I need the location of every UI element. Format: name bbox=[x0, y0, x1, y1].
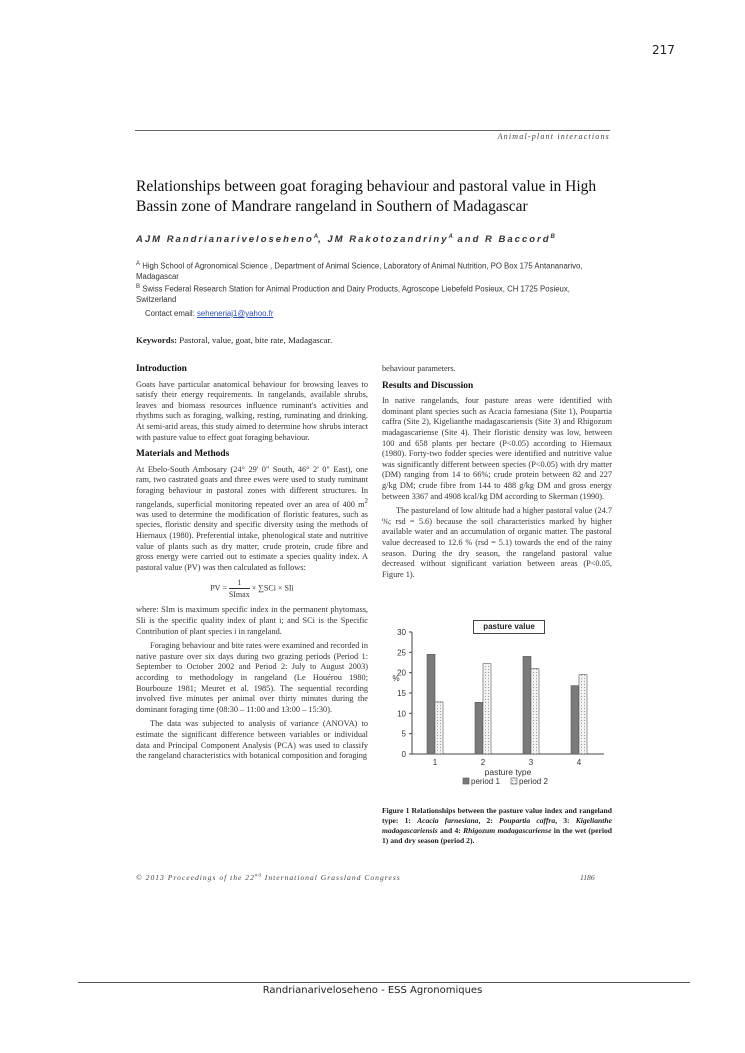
proceedings-page-number: 1186 bbox=[580, 873, 595, 882]
caption-species-2: Poupartia caffra bbox=[498, 816, 556, 825]
formula-lhs: PV = bbox=[210, 583, 229, 593]
x-tick-label: 4 bbox=[576, 758, 582, 767]
y-tick-label: 15 bbox=[397, 689, 406, 698]
author-sep: , bbox=[318, 234, 328, 246]
chart-svg bbox=[382, 617, 612, 805]
x-tick-label: 2 bbox=[480, 758, 486, 767]
methods-heading: Materials and Methods bbox=[136, 449, 230, 460]
caption-species-3: Kigelianthe madagascariensis bbox=[382, 816, 612, 835]
caption-sep: , 2: bbox=[478, 816, 499, 825]
y-tick-label: 0 bbox=[401, 750, 406, 759]
legend-swatch-period-2 bbox=[511, 778, 517, 784]
affiliation-a-label: A bbox=[136, 261, 141, 267]
affiliation-b-text: Swiss Federal Research Station for Animal Production and Dairy Products, Agroscope Liebefeld Posieux, CH 1725 Posieux, Switzerland bbox=[136, 284, 570, 305]
caption-tail: in the wet (period 1) and dry season (period 2). bbox=[382, 826, 613, 845]
bar-period-1-cat-3 bbox=[523, 656, 531, 754]
y-tick-label: 10 bbox=[397, 709, 406, 719]
footer-left-a: © 2013 Proceedings of the 22 bbox=[136, 873, 255, 882]
affiliation-a bbox=[136, 259, 606, 283]
author-1: AJM Randrianariveloseheno bbox=[136, 234, 314, 246]
bar-period-2-cat-1 bbox=[435, 702, 443, 754]
bottom-rule bbox=[78, 982, 690, 983]
figure-caption bbox=[382, 806, 612, 846]
x-tick-label: 1 bbox=[432, 758, 438, 767]
author-sep: and bbox=[452, 234, 486, 246]
chart-title: pasture value bbox=[473, 620, 545, 634]
methods-paragraph-2: where: SIm is maximum specific index in the permanent phytomass, SIi is the specific quality index of plant i; and SCi is the Specific Contribution of plant species i in rangeland. bbox=[136, 605, 368, 636]
y-tick-label: 30 bbox=[397, 628, 406, 637]
results-paragraph-2: The pastureland of low altitude had a higher pastoral value (24.7 %; rsd = 5.6) because the soil characteristics marked by higher available water and an accumulation of organic matter. The pastoral value decreased to 12.6 % (rsd = 5.1) towards the end of the rainy season. During the dry season, the rangeland pastoral value decreased without significant variation between areas (P<0.05, Figure 1). bbox=[382, 506, 612, 579]
caption-species-1: Acacia farnesiana bbox=[417, 816, 479, 825]
contact-email-link[interactable]: seheneriaj1@yahoo.fr bbox=[197, 309, 274, 318]
bar-period-2-cat-3 bbox=[531, 669, 539, 754]
methods-paragraph-4: The data was subjected to analysis of variance (ANOVA) to estimate the significant difference between variables or individual data and Principal Component Analysis (PCA) was used to classify the rangeland characteristics with botanical composition and foraging bbox=[136, 719, 368, 761]
keywords-text: Pastoral, value, goat, bite rate, Madagascar. bbox=[177, 335, 333, 345]
header-rule bbox=[135, 130, 610, 131]
bottom-footer: Randrianariveloseheno - ESS Agronomiques bbox=[262, 985, 483, 996]
bar-period-1-cat-1 bbox=[427, 654, 435, 754]
proceedings-footer bbox=[136, 873, 401, 882]
running-head: Animal-plant interactions bbox=[497, 132, 610, 141]
y-tick-label: 5 bbox=[401, 729, 406, 739]
x-axis-label: pasture type bbox=[484, 767, 532, 777]
methods-paragraph-1 bbox=[136, 465, 368, 574]
caption-lead: Figure 1 Relationships between the pasture value index and rangeland type: 1: bbox=[382, 806, 612, 825]
results-heading: Results and Discussion bbox=[382, 380, 474, 391]
y-axis-label: % bbox=[392, 674, 400, 683]
author-3-affil: B bbox=[550, 234, 555, 240]
author-2-affil: A bbox=[448, 234, 453, 240]
formula-denominator: SImax bbox=[228, 590, 250, 600]
intro-heading: Introduction bbox=[136, 364, 187, 374]
caption-sep: and 4: bbox=[437, 826, 464, 835]
bar-period-1-cat-2 bbox=[475, 702, 483, 754]
legend-label-period-2: period 2 bbox=[519, 777, 548, 786]
author-2: JM Rakotozandriny bbox=[327, 234, 449, 246]
left-column bbox=[136, 364, 368, 766]
formula-numerator: 1 bbox=[229, 577, 250, 589]
y-tick-label: 20 bbox=[397, 668, 406, 678]
caption-species-4: Rhigozum madagascariense bbox=[463, 826, 552, 835]
x-tick-label: 3 bbox=[528, 758, 534, 767]
right-continuation: behaviour parameters. bbox=[382, 364, 456, 373]
bar-period-2-cat-2 bbox=[483, 664, 491, 754]
pv-formula bbox=[136, 577, 368, 600]
paper-title: Relationships between goat foraging behaviour and pastoral value in High Bassin zone of Mandrare rangeland in Southern of Madagascar bbox=[136, 178, 597, 215]
affiliation-b bbox=[136, 282, 606, 306]
author-line bbox=[136, 234, 616, 245]
caption-sep: , 3: bbox=[555, 816, 576, 825]
methods-p1-text-b: was used to determine the modification of floristic features, such as species, floristic density and specific diversity using the methods of Hiernaux (1980). Preferential intake, phenological state and nutritive value of plants such as dry matter, crude protein, crude fibre and gross energy were carried out to estimate a species quality index. A pastoral value (PV) was then calculated as follows: bbox=[136, 509, 368, 572]
methods-paragraph-3: Foraging behaviour and bite rates were examined and recorded in native pasture over six days during two grazing periods (Period 1: September to October 2002 and Period 2: July to August 2003) according to methodology in rangeland (Le Houérou 1980; Bourbouze 1981; Meuret et al. 1985). The sequential recording involved five minutes per animal over thirty minutes during the dominant foraging time (08:30 – 11:00 and 13:00 – 15:30). bbox=[136, 641, 368, 714]
keywords-label: Keywords: bbox=[136, 335, 178, 345]
formula-fraction bbox=[229, 577, 250, 600]
methods-p1-text-a: At Ebelo-South Ambosary (24° 29' 0" South, 46° 2' 0" East), one ram, two castrated goats and three ewes were used to study ruminant foraging behaviour in pastoral zones with different structures. In rangelands, superficial monitoring repeated over an area of 400 m bbox=[136, 464, 368, 509]
footer-left-sup: nd bbox=[254, 873, 262, 879]
legend-label-period-1: period 1 bbox=[471, 777, 500, 786]
contact-label: Contact email: bbox=[145, 309, 198, 318]
footer-left-b: International Grassland Congress bbox=[261, 873, 401, 882]
figure-1-chart bbox=[382, 617, 612, 805]
keywords-line bbox=[136, 335, 332, 345]
affiliation-b-label: B bbox=[136, 284, 141, 290]
y-tick-label: 25 bbox=[397, 648, 406, 658]
contact-line bbox=[145, 309, 273, 318]
right-column bbox=[382, 364, 612, 584]
author-1-affil: A bbox=[313, 234, 319, 240]
legend-swatch-period-1 bbox=[463, 778, 469, 784]
page-number: 217 bbox=[652, 43, 675, 57]
bar-period-2-cat-4 bbox=[579, 675, 587, 754]
author-3: R Baccord bbox=[485, 234, 551, 246]
results-paragraph-1: In native rangelands, four pasture areas were identified with dominant plant species such as Acacia farnesiana (Site 1), Poupartia caffra (Site 2), Kigelianthe madagascariensis (Site 3) and Rhigozum madagascariense (Site 4). Their floristic density was low, between 100 and 658 plants per hectare (P<0.05) according to Hiernaux (1980). Forty-two fodder species were identified and nutritive value was significantly different between species (P<0.05) with dry matter (DM) ranging from 14 to 66%; crude protein between 82 and 227 g/kg DM; crude fibre from 144 to 488 g/kg DM and gross energy between 3367 and 4908 kcal/kg DM according to Skerman (1990). bbox=[382, 396, 612, 501]
formula-rhs: × ∑SCi × SIi bbox=[251, 583, 294, 593]
methods-p1-sup: 2 bbox=[364, 497, 368, 505]
bar-period-1-cat-4 bbox=[571, 686, 579, 754]
affiliation-a-text: High School of Agronomical Science , Department of Animal Science, Laboratory of Animal Nutrition, PO Box 175 Antananarivo, Madagascar bbox=[136, 261, 583, 282]
intro-paragraph: Goats have particular anatomical behaviour for browsing leaves to satisfy their energy requirements. In rangelands, available shrubs, leaves and biomass resources influence ruminant's activities and rhythms such as foraging, walking, resting, ruminating and drinking. At semi-arid areas, this study aimed to determine how shrubs interact with pasture value to effect goat foraging behaviour. bbox=[136, 379, 368, 442]
